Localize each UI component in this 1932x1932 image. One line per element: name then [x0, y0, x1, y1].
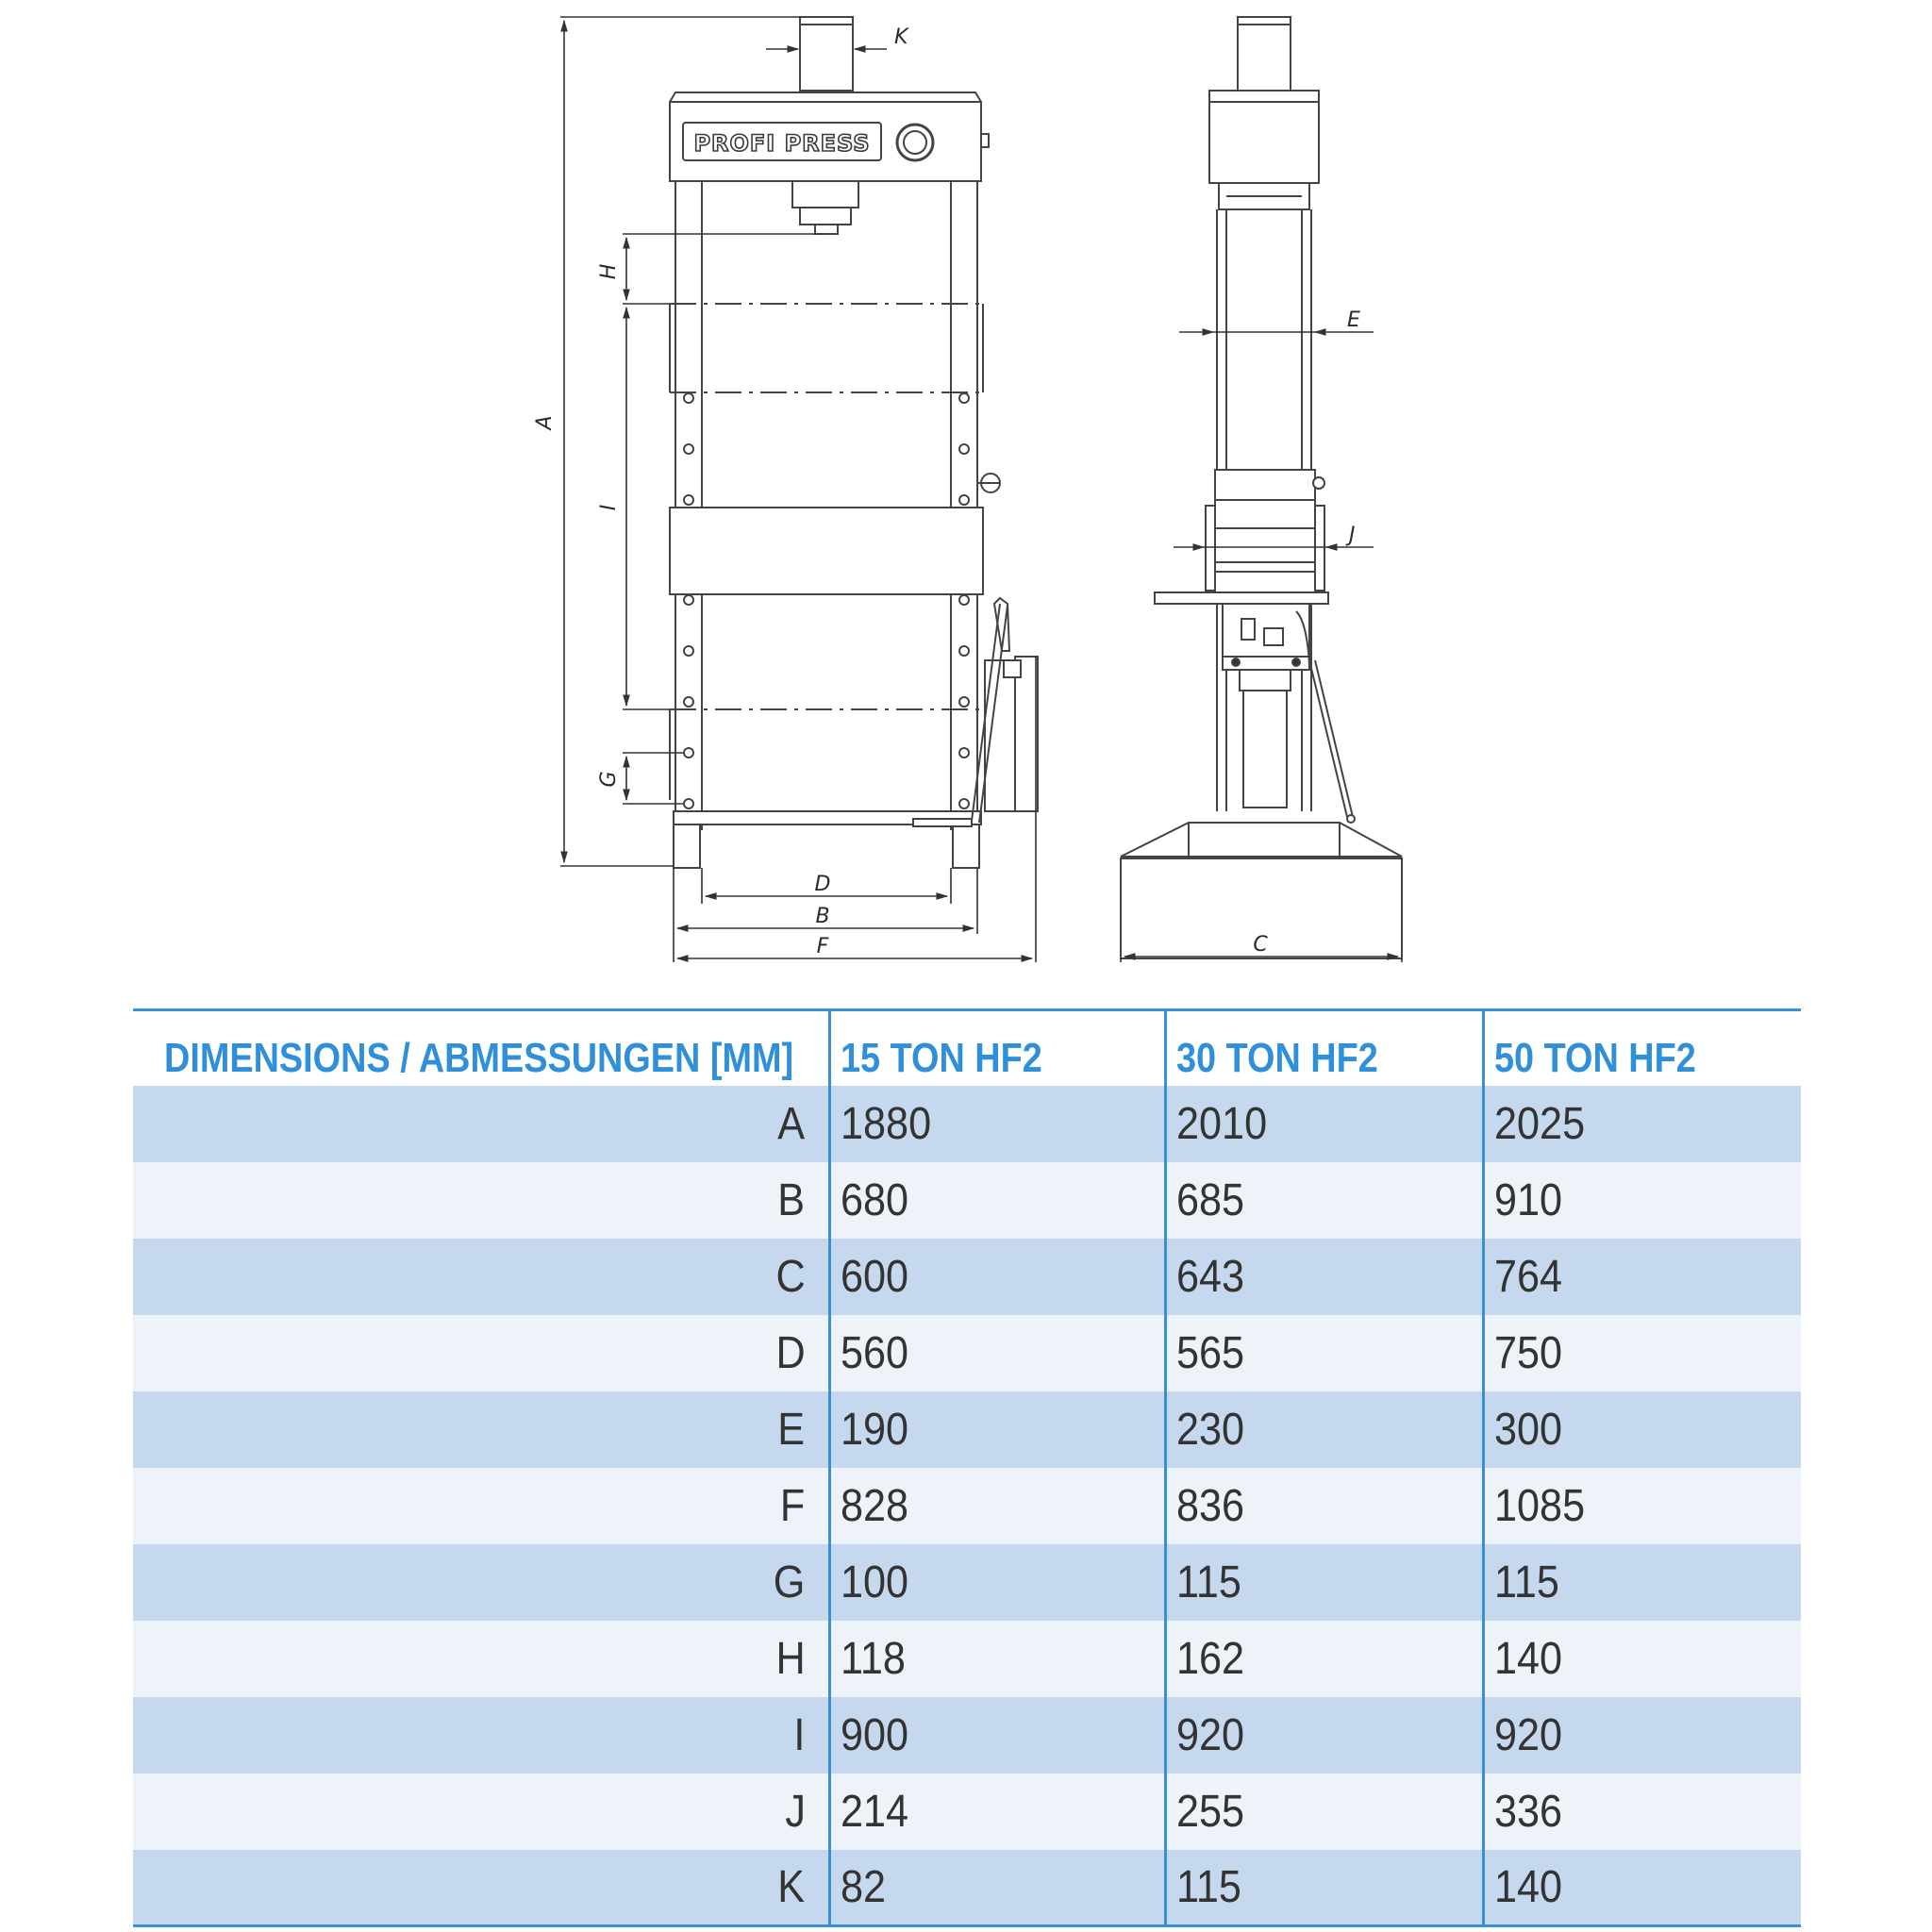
dim-label-h: H — [597, 263, 621, 280]
value-cell: 1880 — [829, 1086, 1165, 1162]
row-label-cell: I — [133, 1697, 829, 1774]
table-row — [133, 1391, 1801, 1468]
value-cell: 100 — [829, 1544, 1165, 1621]
value-cell: 300 — [1483, 1391, 1801, 1468]
value-cell: 336 — [1483, 1774, 1801, 1850]
value-cell: 828 — [829, 1468, 1165, 1544]
table-row — [133, 1850, 1801, 1926]
row-label-cell: C — [133, 1239, 829, 1315]
table-header-row — [133, 1010, 1801, 1086]
dim-label-e: E — [1347, 308, 1360, 332]
logo-text: PROFI PRESS — [693, 130, 871, 157]
table-row — [133, 1315, 1801, 1391]
table-row — [133, 1086, 1801, 1162]
value-cell: 750 — [1483, 1315, 1801, 1391]
value-cell: 920 — [1483, 1697, 1801, 1774]
value-cell: 115 — [1483, 1544, 1801, 1621]
value-cell: 600 — [829, 1239, 1165, 1315]
header-50-ton: 50 TON HF2 — [1483, 1010, 1801, 1086]
value-cell: 118 — [829, 1621, 1165, 1697]
dim-label-c: C — [1253, 933, 1268, 957]
dim-label-f: F — [816, 935, 829, 958]
dim-label-j: J — [1349, 524, 1356, 547]
value-cell: 140 — [1483, 1621, 1801, 1697]
table-row — [133, 1239, 1801, 1315]
value-cell: 190 — [829, 1391, 1165, 1468]
table-row — [133, 1697, 1801, 1774]
table-body — [133, 1086, 1801, 1926]
value-cell: 255 — [1165, 1774, 1483, 1850]
value-cell: 140 — [1483, 1850, 1801, 1926]
dim-label-k: K — [894, 25, 908, 49]
table-row — [133, 1162, 1801, 1239]
value-cell: 82 — [829, 1850, 1165, 1926]
dim-label-i: I — [597, 504, 621, 511]
value-cell: 162 — [1165, 1621, 1483, 1697]
table-row — [133, 1621, 1801, 1697]
value-cell: 910 — [1483, 1162, 1801, 1239]
value-cell: 764 — [1483, 1239, 1801, 1315]
header-30-ton: 30 TON HF2 — [1165, 1010, 1483, 1086]
dimensions-table — [133, 1008, 1801, 1927]
header-dimensions: DIMENSIONS / ABMESSUNGEN [MM] — [164, 1034, 794, 1081]
row-label-cell: H — [133, 1621, 829, 1697]
row-label-cell: G — [133, 1544, 829, 1621]
row-label-cell: A — [133, 1086, 829, 1162]
header-15-ton: 15 TON HF2 — [829, 1010, 1165, 1086]
value-cell: 2025 — [1483, 1086, 1801, 1162]
row-label-cell: J — [133, 1774, 829, 1850]
row-label-cell: K — [133, 1850, 829, 1926]
table-row — [133, 1774, 1801, 1850]
table-row — [133, 1468, 1801, 1544]
value-cell: 685 — [1165, 1162, 1483, 1239]
value-cell: 214 — [829, 1774, 1165, 1850]
value-cell: 920 — [1165, 1697, 1483, 1774]
value-cell: 115 — [1165, 1544, 1483, 1621]
table-row — [133, 1544, 1801, 1621]
value-cell: 230 — [1165, 1391, 1483, 1468]
row-label-cell: E — [133, 1391, 829, 1468]
row-label-cell: B — [133, 1162, 829, 1239]
value-cell: 565 — [1165, 1315, 1483, 1391]
value-cell: 836 — [1165, 1468, 1483, 1544]
dim-label-b: B — [815, 905, 830, 928]
value-cell: 2010 — [1165, 1086, 1483, 1162]
dim-label-d: D — [814, 873, 831, 896]
value-cell: 900 — [829, 1697, 1165, 1774]
value-cell: 1085 — [1483, 1468, 1801, 1544]
value-cell: 680 — [829, 1162, 1165, 1239]
row-label-cell: F — [133, 1468, 829, 1544]
row-label-cell: D — [133, 1315, 829, 1391]
value-cell: 115 — [1165, 1850, 1483, 1926]
side-view — [1121, 17, 1402, 958]
dim-label-g: G — [597, 771, 621, 788]
value-cell: 560 — [829, 1315, 1165, 1391]
value-cell: 643 — [1165, 1239, 1483, 1315]
dim-label-a: A — [533, 415, 557, 430]
